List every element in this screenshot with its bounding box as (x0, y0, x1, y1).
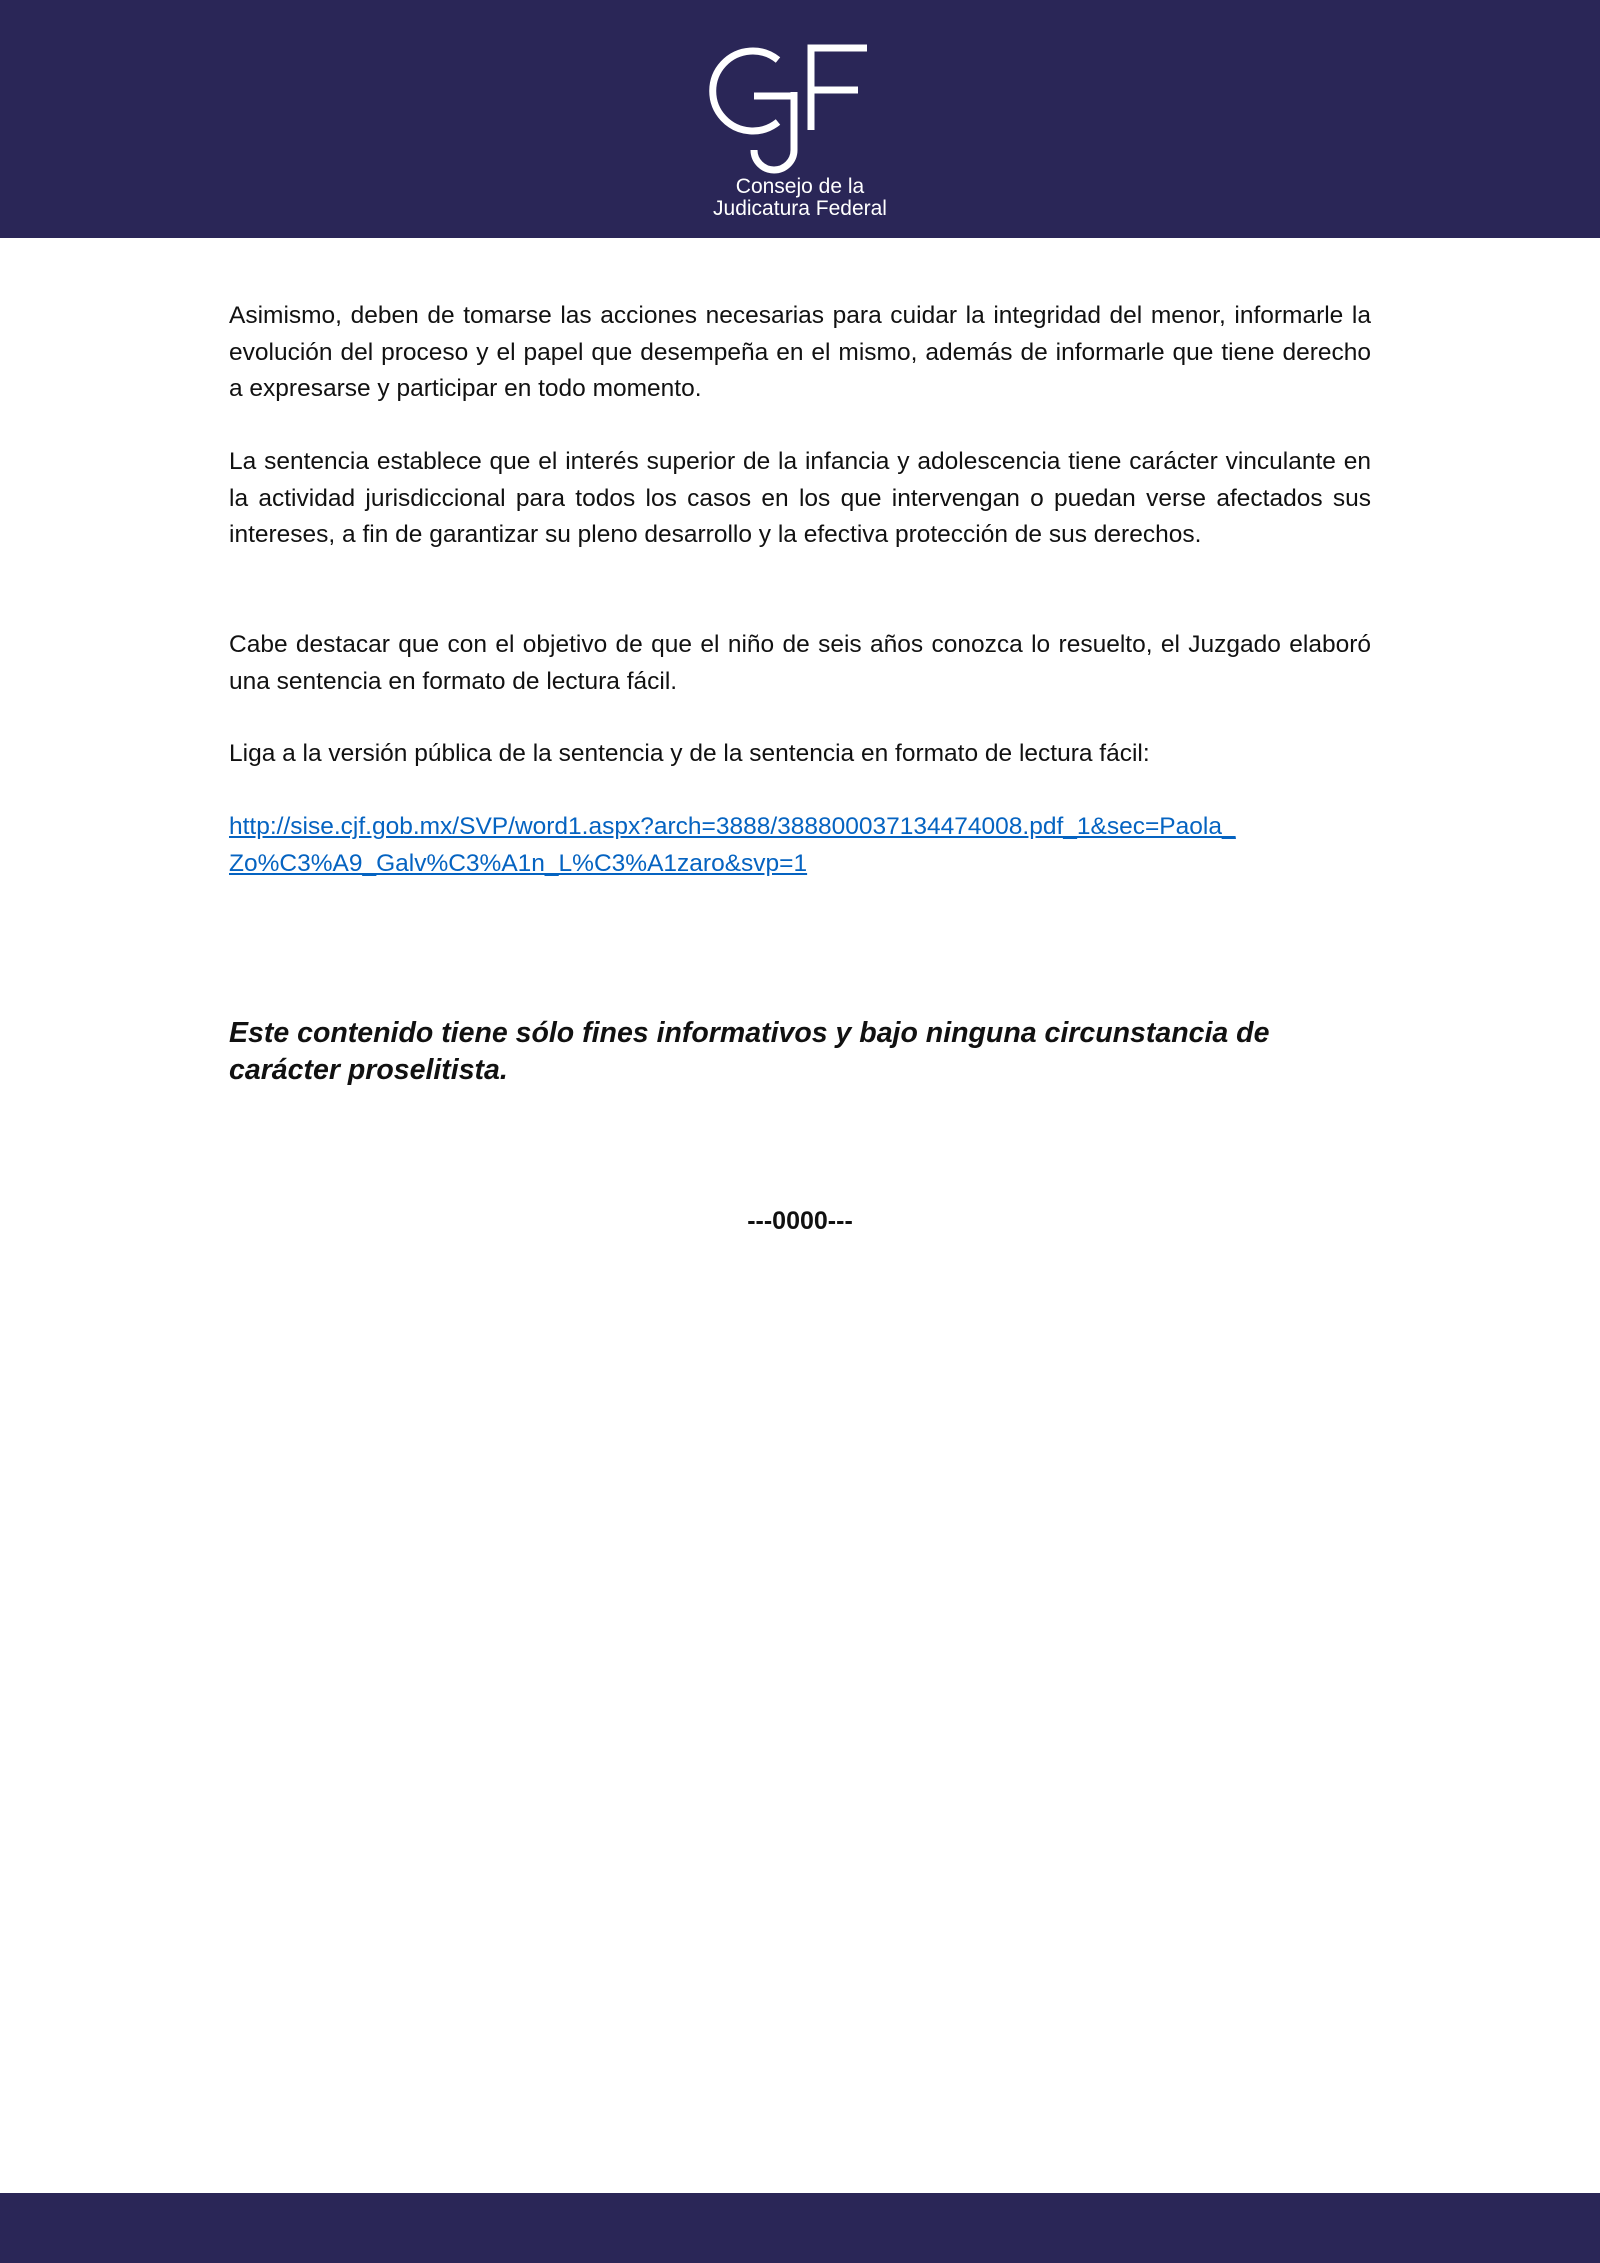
link-line-2[interactable]: Zo%C3%A9_Galv%C3%A1n_L%C3%A1zaro&svp=1 (229, 849, 808, 877)
header-banner (0, 0, 1600, 238)
paragraph-4: Liga a la versión pública de la sentencia y de la sentencia en formato de lectura fácil: (229, 740, 1150, 767)
paragraph-2: La sentencia establece que el interés superior de la infancia y adolescencia tiene carácter vinculante en la actividad jurisdiccional para todos los casos en los que intervengan o puedan verse afectados sus intereses, a fin de garantizar su pleno desarrollo y la efectiva protección de sus derechos. (229, 448, 1371, 548)
cjf-logo (700, 40, 900, 230)
cjf-logo-mark-icon (700, 40, 900, 176)
logo-line-1: Consejo de la (735, 175, 865, 198)
end-mark: ---0000--- (747, 1207, 853, 1235)
footer-banner (0, 2193, 1600, 2263)
sentence-link[interactable] (229, 809, 1371, 882)
logo-line-2: Judicatura Federal (713, 197, 887, 220)
disclaimer: Este contenido tiene sólo fines informativos y bajo ninguna circunstancia de carácter proselitista. (229, 1017, 1270, 1086)
logo-subtitle (700, 176, 900, 220)
paragraph-1: Asimismo, deben de tomarse las acciones necesarias para cuidar la integridad del menor, informarle la evolución del proceso y el papel que desempeña en el mismo, además de informarle que tiene derecho a expresarse y participar en todo momento. (229, 302, 1371, 402)
link-line-1[interactable]: http://sise.cjf.gob.mx/SVP/word1.aspx?arch=3888/388800037134474008.pdf_1&sec=Paola_ (229, 813, 1236, 840)
paragraph-3: Cabe destacar que con el objetivo de que el niño de seis años conozca lo resuelto, el Juzgado elaboró una sentencia en formato de lectura fácil. (229, 631, 1371, 695)
